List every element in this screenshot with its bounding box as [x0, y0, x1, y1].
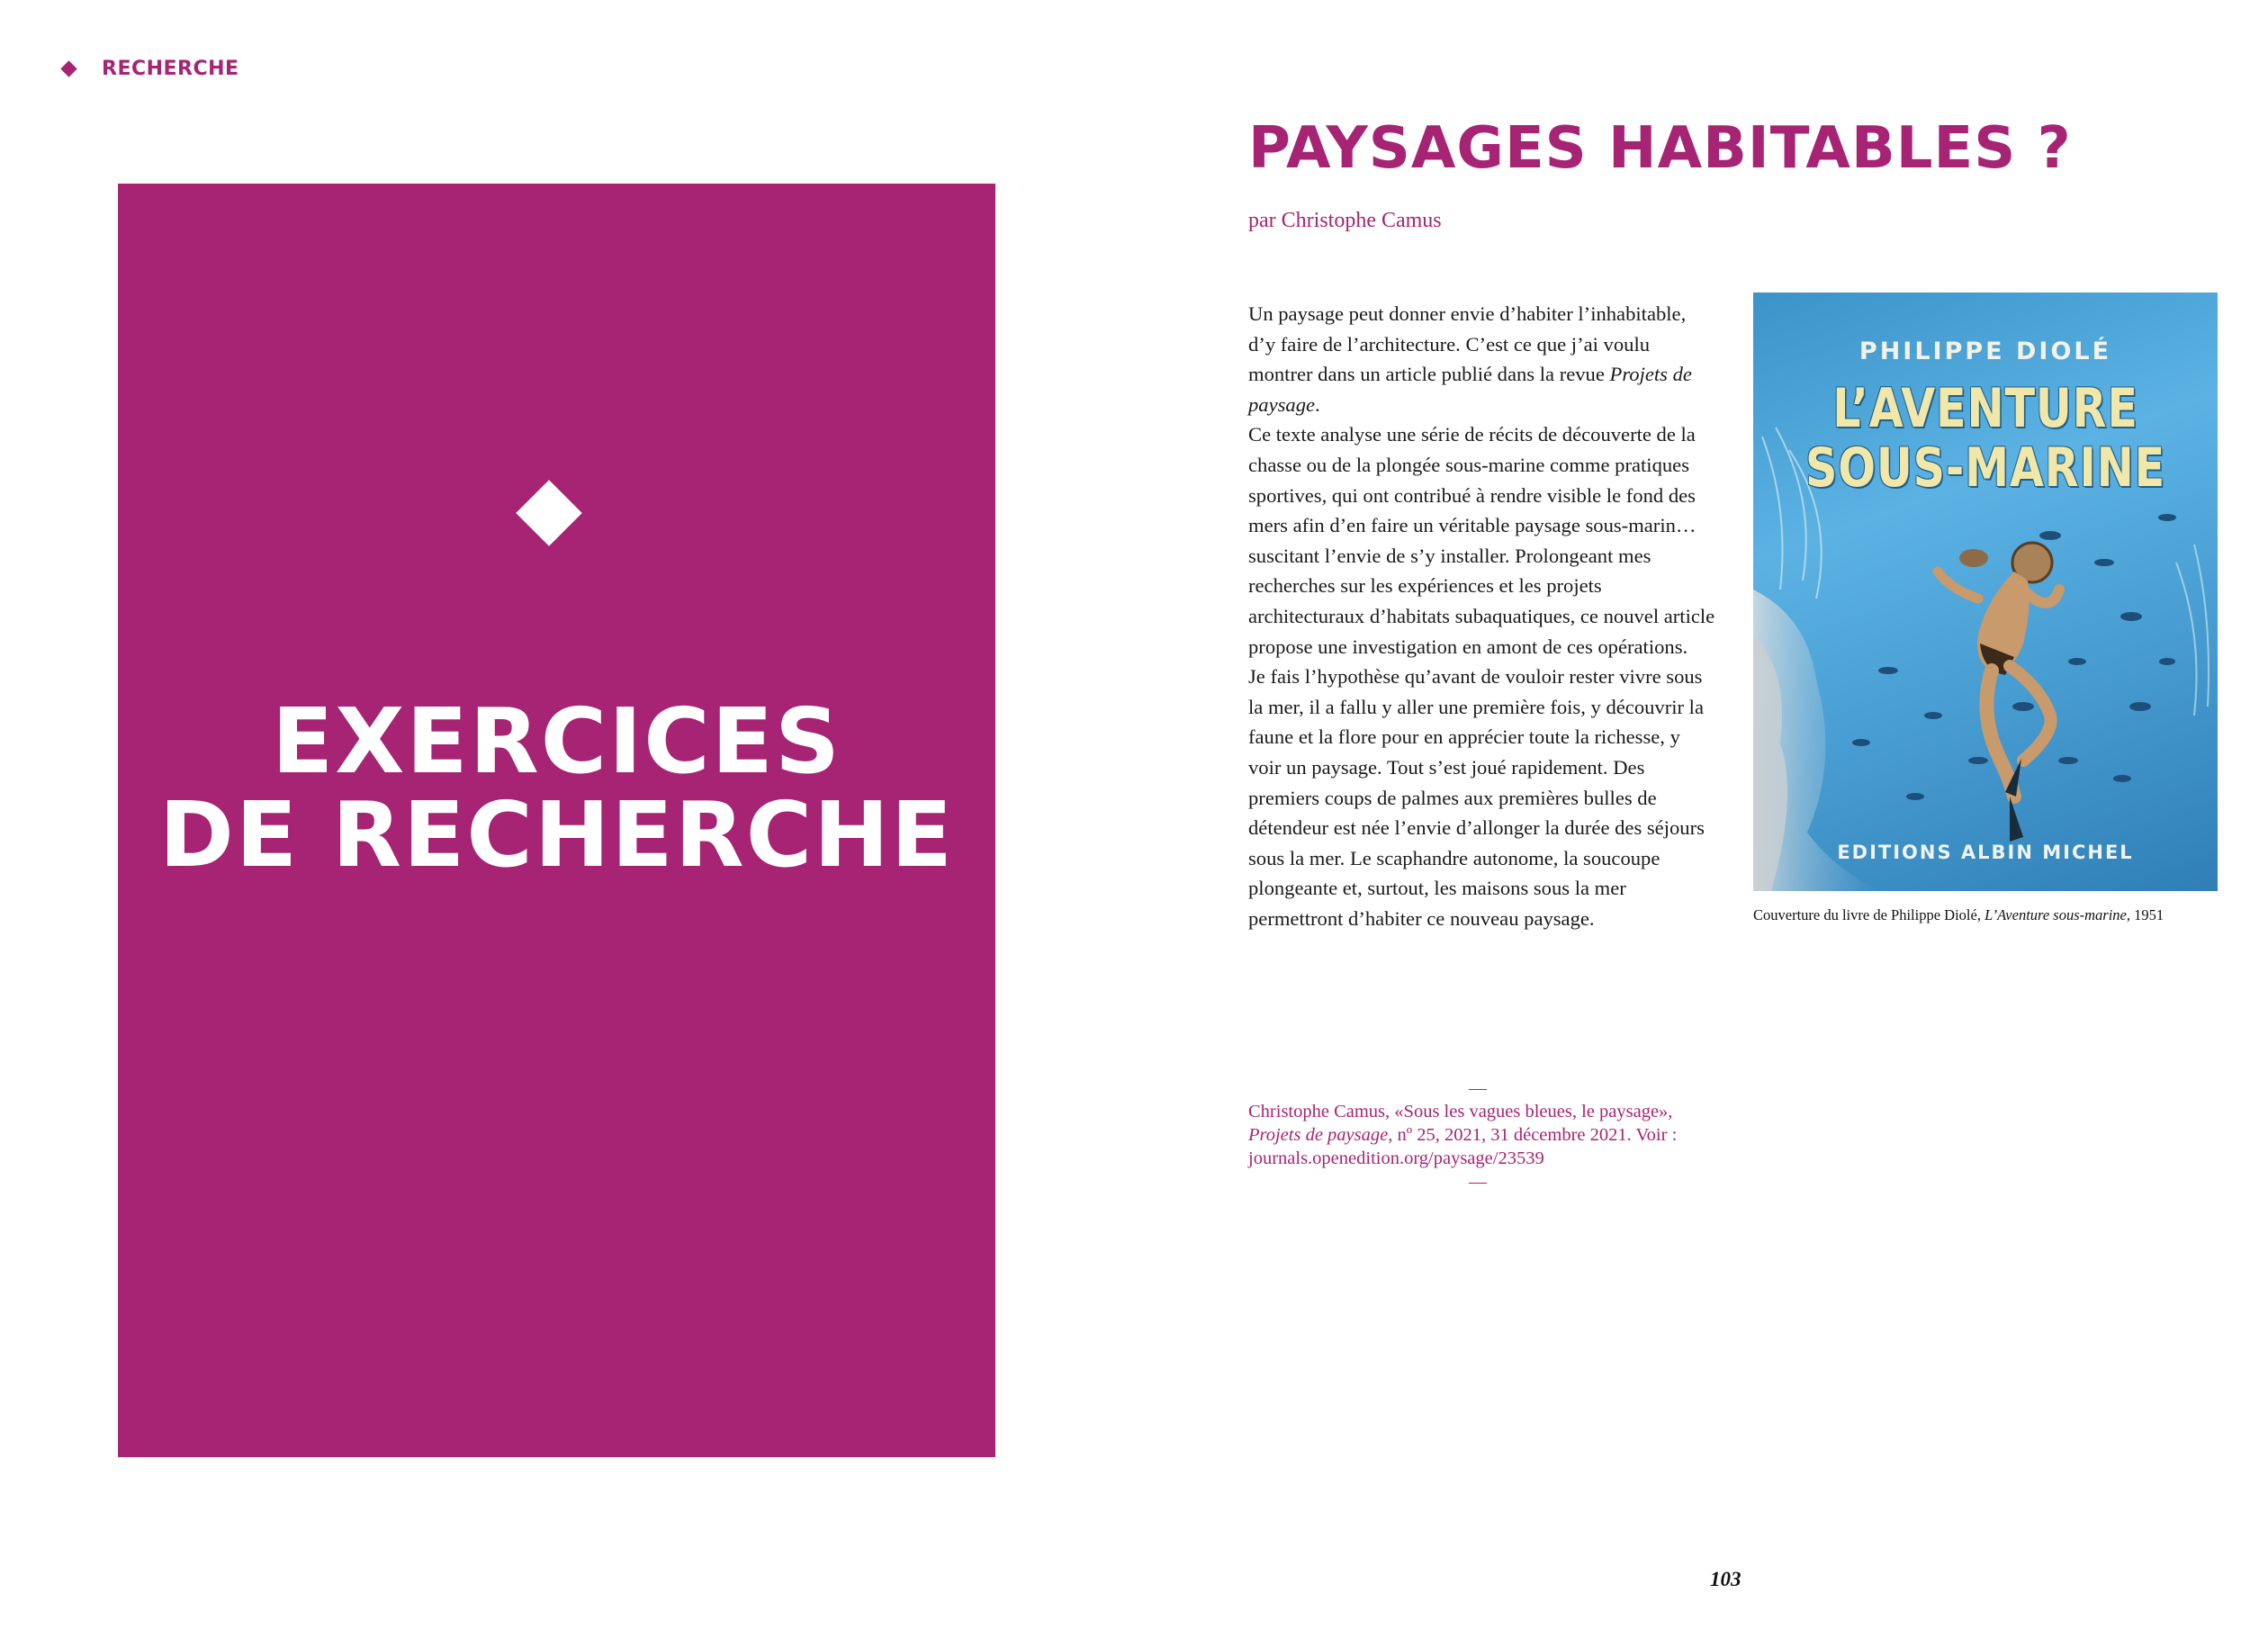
image-caption: Couverture du livre de Philippe Diolé, L’Aventure sous-marine, 1951 [1753, 906, 2164, 923]
reference-text: Christophe Camus, «Sous les vagues bleues, le paysage», Projets de paysage, nº 25, 2021, 31 décembre 2021. Voir : journals.openedition.org/paysage/23539 [1248, 1102, 1678, 1168]
section-label: RECHERCHE [102, 58, 239, 80]
body-paragraph: Un paysage peut donner envie d’habiter l’inhabitable, d’y faire de l’architecture. C’est ce que j’ai voulu montrer dans un article publié dans la revue Projets de paysage. [1248, 302, 1692, 416]
diamond-icon [516, 480, 582, 546]
article-reference [1248, 1076, 1716, 1193]
cover-publisher: EDITIONS ALBIN MICHEL [1837, 842, 2134, 863]
reference-dash-bottom: — [1469, 1172, 1487, 1192]
chapter-title-line2: DE RECHERCHE [158, 782, 955, 887]
page-number: 103 [1710, 1568, 1742, 1590]
body-paragraph: Je fais l’hypothèse qu’avant de vouloir rester vivre sous la mer, il a fallu y aller une première fois, y découvrir la faune et la flore pour en apprécier toute la richesse, y voir un paysage. Tout s’est joué rapidement. Des premiers coups de palmes aux premières bulles de détendeur est née l’envie d’allonger la durée des séjours sous la mer. Le scaphandre autonome, la soucoupe plongeante et, surtout, les maisons sous la mer permettront d’habiter ce nouveau paysage. [1248, 665, 1705, 930]
cover-title-line1: L’AVENTURE [1832, 377, 2138, 440]
diver-figure [1938, 543, 2059, 842]
cover-title [1795, 379, 2175, 498]
cover-title-line2: SOUS-MARINE [1804, 437, 2166, 500]
body-paragraph: Ce texte analyse une série de récits de découverte de la chasse ou de la plongée sous-marine comme pratiques sportives, qui ont contribué à rendre visible le fond des mers afin d’en faire un véritable paysage sous-marin… suscitant l’envie de s’y installer. Prolongeant mes recherches sur les expériences et les projets architecturaux d’habitats subaquatiques, ce nouvel article propose une investigation en amont de ces opérations. [1248, 423, 1715, 658]
reference-dash-top: — [1469, 1078, 1487, 1098]
diamond-icon [60, 60, 76, 77]
article-title: PAYSAGES HABITABLES ? [1248, 115, 2072, 182]
chapter-block [118, 184, 995, 1457]
book-cover-image [1753, 293, 2218, 891]
article-byline: par Christophe Camus [1248, 209, 1442, 232]
cover-author: PHILIPPE DIOLÉ [1858, 338, 2112, 365]
chapter-title-line1: EXERCICES [271, 689, 842, 794]
article-body [1248, 299, 1716, 933]
chapter-title [118, 689, 995, 887]
section-tag [63, 58, 239, 80]
